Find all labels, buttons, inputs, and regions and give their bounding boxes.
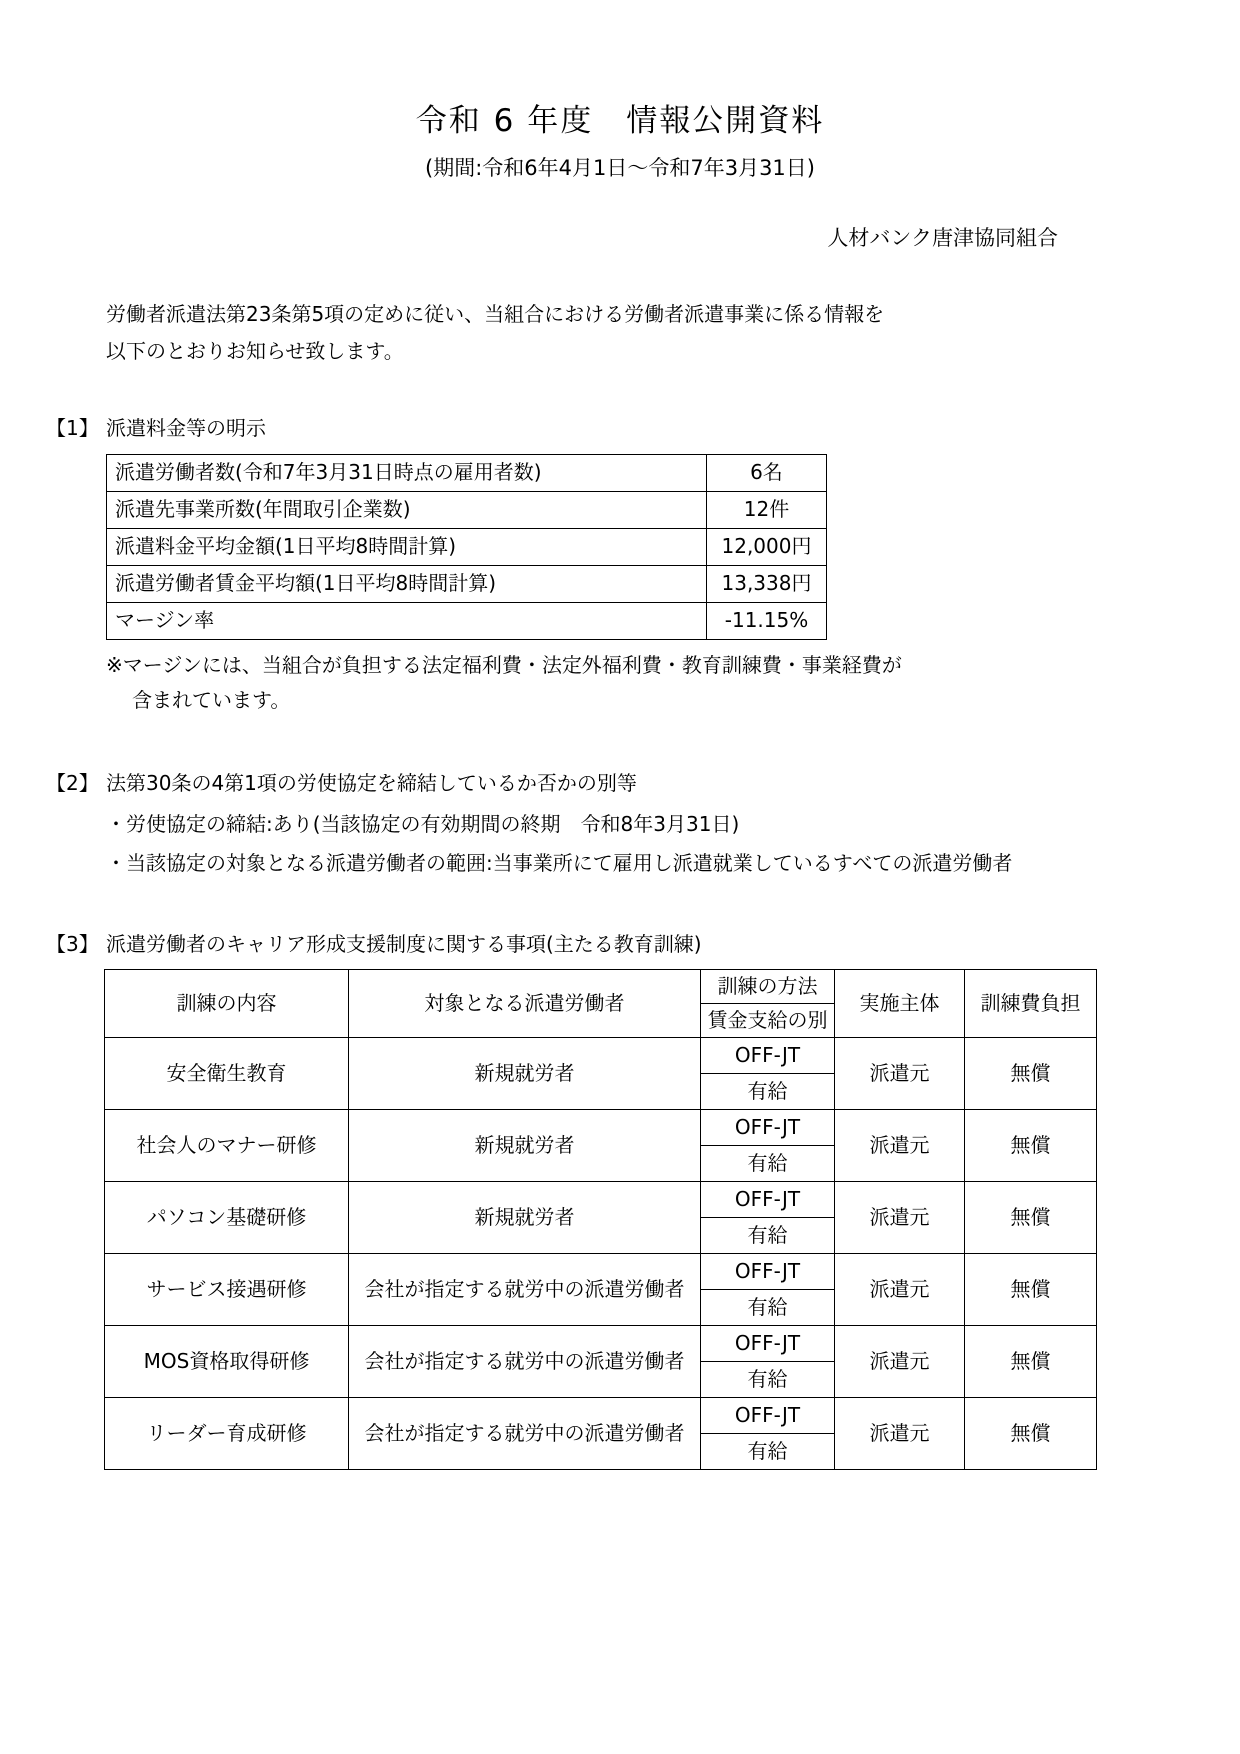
document-period: (期間:令和6年4月1日〜令和7年3月31日) (425, 156, 815, 181)
section-1-number: 【1】 (46, 415, 99, 440)
intro-line-2: 以下のとおりお知らせ致します。 (106, 338, 404, 363)
training-target: 会社が指定する就労中の派遣労働者 (349, 1253, 701, 1325)
section-1-heading (46, 415, 1240, 441)
header-training-target: 対象となる派遣労働者 (349, 969, 701, 1037)
intro-line-1: 労働者派遣法第23条第5項の定めに従い、当組合における労働者派遣事業に係る情報を (106, 301, 885, 326)
margin-note-line-1: ※マージンには、当組合が負担する法定福利費・法定外福利費・教育訓練費・事業経費が (106, 652, 902, 677)
fee-row-label: マージン率 (107, 602, 707, 639)
fee-row-value: 12,000円 (707, 528, 827, 565)
header-wage-type: 賃金支給の別 (701, 1003, 835, 1037)
training-subject: 派遣元 (835, 1037, 965, 1109)
intro-paragraph (0, 252, 1240, 370)
section-2-bullet-1: ・労使協定の締結:あり(当該協定の有効期間の終期 令和8年3月31日) (106, 811, 740, 836)
training-wage: 有給 (701, 1361, 835, 1397)
training-cost: 無償 (965, 1109, 1097, 1181)
training-target: 新規就労者 (349, 1181, 701, 1253)
header-training-subject: 実施主体 (835, 969, 965, 1037)
training-content: サービス接遇研修 (105, 1253, 349, 1325)
training-target: 会社が指定する就労中の派遣労働者 (349, 1325, 701, 1397)
training-method: OFF-JT (701, 1253, 835, 1289)
training-wage: 有給 (701, 1217, 835, 1253)
margin-note (46, 640, 1240, 718)
fee-row-value: 12件 (707, 491, 827, 528)
training-method: OFF-JT (701, 1397, 835, 1433)
margin-note-line-2: 含まれています。 (132, 687, 291, 712)
training-cost: 無償 (965, 1325, 1097, 1397)
fee-row-value: 6名 (707, 454, 827, 491)
table-row (107, 565, 827, 602)
training-content: MOS資格取得研修 (105, 1325, 349, 1397)
training-wage: 有給 (701, 1289, 835, 1325)
organization-name: 人材バンク唐津協同組合 (827, 226, 1058, 251)
fee-row-label: 派遣労働者賃金平均額(1日平均8時間計算) (107, 565, 707, 602)
section-3-heading (46, 931, 1240, 957)
section-2-heading (46, 770, 1240, 796)
training-wage: 有給 (701, 1073, 835, 1109)
fee-row-value: 13,338円 (707, 565, 827, 602)
section-1-title: 派遣料金等の明示 (106, 415, 266, 440)
section-3-number: 【3】 (46, 931, 99, 956)
header-training-cost: 訓練費負担 (965, 969, 1097, 1037)
section-2 (0, 770, 1240, 883)
training-content: リーダー育成研修 (105, 1397, 349, 1469)
section-1 (0, 415, 1240, 718)
training-content: パソコン基礎研修 (105, 1181, 349, 1253)
training-subject: 派遣元 (835, 1181, 965, 1253)
training-target: 会社が指定する就労中の派遣労働者 (349, 1397, 701, 1469)
table-row (107, 491, 827, 528)
training-wage: 有給 (701, 1145, 835, 1181)
training-wage: 有給 (701, 1433, 835, 1469)
header-training-method: 訓練の方法 (701, 969, 835, 1003)
training-cost: 無償 (965, 1253, 1097, 1325)
training-cost: 無償 (965, 1397, 1097, 1469)
training-target: 新規就労者 (349, 1037, 701, 1109)
training-target: 新規就労者 (349, 1109, 701, 1181)
fee-row-label: 派遣先事業所数(年間取引企業数) (107, 491, 707, 528)
table-row (107, 528, 827, 565)
fee-row-value: -11.15% (707, 602, 827, 639)
training-method: OFF-JT (701, 1325, 835, 1361)
training-method: OFF-JT (701, 1037, 835, 1073)
header-training-content: 訓練の内容 (105, 969, 349, 1037)
training-subject: 派遣元 (835, 1397, 965, 1469)
table-row (105, 1181, 1097, 1217)
table-row (105, 1037, 1097, 1073)
training-subject: 派遣元 (835, 1109, 965, 1181)
training-cost: 無償 (965, 1037, 1097, 1109)
table-row (105, 1109, 1097, 1145)
section-2-bullets (46, 796, 1240, 883)
training-content: 安全衛生教育 (105, 1037, 349, 1109)
section-2-title: 法第30条の4第1項の労使協定を締結しているか否かの別等 (106, 770, 637, 795)
section-2-bullet-2: ・当該協定の対象となる派遣労働者の範囲:当事業所にて雇用し派遣就業しているすべての派遣労働者 (106, 850, 1013, 875)
section-3 (0, 931, 1240, 1470)
section-3-title: 派遣労働者のキャリア形成支援制度に関する事項(主たる教育訓練) (106, 931, 702, 956)
fee-row-label: 派遣労働者数(令和7年3月31日時点の雇用者数) (107, 454, 707, 491)
section-2-number: 【2】 (46, 770, 99, 795)
training-method: OFF-JT (701, 1181, 835, 1217)
training-cost: 無償 (965, 1181, 1097, 1253)
table-row (105, 1325, 1097, 1361)
training-table (104, 969, 1097, 1470)
training-content: 社会人のマナー研修 (105, 1109, 349, 1181)
training-subject: 派遣元 (835, 1325, 965, 1397)
table-row (105, 1253, 1097, 1289)
training-subject: 派遣元 (835, 1253, 965, 1325)
table-header-row (105, 969, 1097, 1003)
dispatch-fee-table (106, 454, 827, 640)
table-row (107, 454, 827, 491)
table-row (107, 602, 827, 639)
table-row (105, 1397, 1097, 1433)
page-title: 令和 6 年度 情報公開資料 (415, 103, 825, 139)
fee-row-label: 派遣料金平均金額(1日平均8時間計算) (107, 528, 707, 565)
training-method: OFF-JT (701, 1109, 835, 1145)
